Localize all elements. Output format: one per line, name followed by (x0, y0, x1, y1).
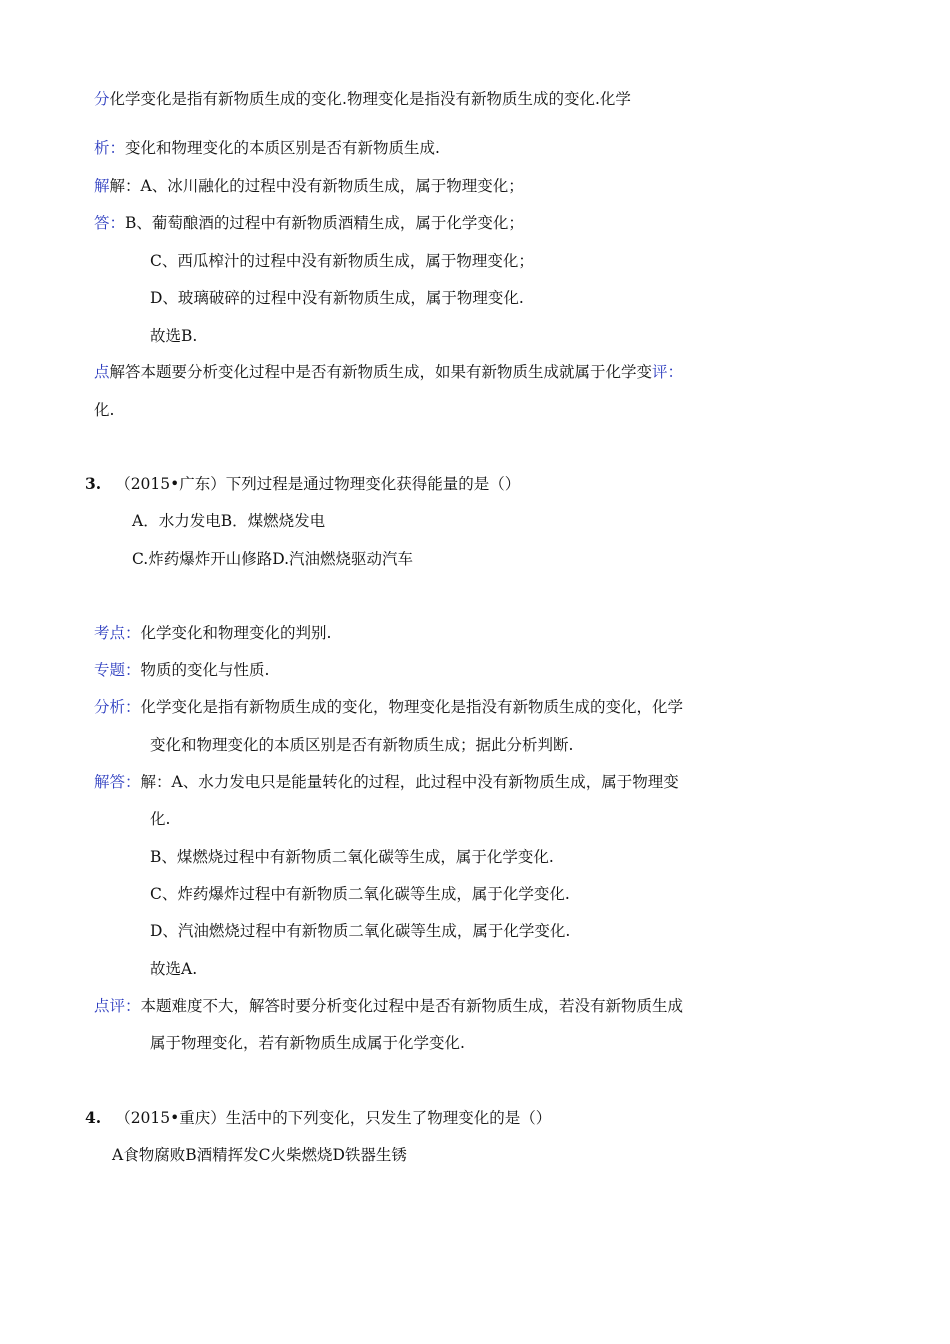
kaodian-line (94, 623, 331, 643)
ping-label: 评： (652, 363, 684, 381)
zhuanti-line (94, 660, 269, 680)
comment-text-1: 解答本题要分析变化过程中是否有新物质生成，如果有新物质生成就属于化学变 (109, 363, 653, 381)
analysis-text-1: 化学变化是指有新物质生成的变化.物理变化是指没有新物质生成的变化.化学 (109, 90, 631, 108)
fenxi-line-1 (94, 697, 683, 717)
jie-label: 解 (94, 177, 110, 195)
jieda-line-1 (94, 772, 679, 792)
jieda-text-2: 化. (150, 810, 171, 828)
question-4-number: 4. (85, 1108, 102, 1127)
dianping-text-2: 属于物理变化，若有新物质生成属于化学变化. (150, 1034, 465, 1052)
jieda-text-1: 解：A、水力发电只是能量转化的过程，此过程中没有新物质生成，属于物理变 (140, 773, 679, 791)
xi-label: 析： (94, 139, 126, 157)
question-4-options: A食物腐败B酒精挥发C火柴燃烧D铁器生锈 (112, 1146, 407, 1164)
kaodian-text: 化学变化和物理变化的判别. (140, 624, 332, 642)
question-3-text: （2015•广东）下列过程是通过物理变化获得能量的是（） (115, 475, 521, 493)
jieda-text-3: B、煤燃烧过程中有新物质二氧化碳等生成，属于化学变化. (150, 848, 554, 866)
zhuanti-text: 物质的变化与性质. (140, 661, 270, 679)
jieda-text-4: C、炸药爆炸过程中有新物质二氧化碳等生成，属于化学变化. (150, 885, 570, 903)
answer-text-2: B、葡萄酿酒的过程中有新物质酒精生成，属于化学变化； (125, 214, 524, 232)
kaodian-label: 考点： (94, 624, 141, 642)
answer-text-3: C、西瓜榨汁的过程中没有新物质生成，属于物理变化； (150, 252, 534, 270)
zhuanti-label: 专题： (94, 661, 141, 679)
answer-line-2 (94, 213, 524, 233)
question-4-text: （2015•重庆）生活中的下列变化，只发生了物理变化的是（） (115, 1109, 552, 1127)
analysis-line-2 (94, 138, 440, 158)
dianping-text-1: 本题难度不大，解答时要分析变化过程中是否有新物质生成，若没有新物质生成 (140, 997, 684, 1015)
question-3-number: 3. (85, 474, 102, 493)
question-3-options-ab: A．水力发电B．煤燃烧发电 (132, 512, 326, 530)
jieda-label: 解答： (94, 773, 141, 791)
comment-text-2: 化. (94, 401, 115, 419)
analysis-text-2: 变化和物理变化的本质区别是否有新物质生成. (125, 139, 440, 157)
answer-choice: 故选B. (150, 327, 198, 345)
question-4-stem (85, 1108, 551, 1128)
fen-label: 分 (94, 90, 110, 108)
fenxi-text-2: 变化和物理变化的本质区别是否有新物质生成；据此分析判断. (150, 736, 574, 754)
comment-line-1 (94, 362, 683, 382)
fenxi-label: 分析： (94, 698, 141, 716)
question-3-stem (85, 474, 520, 494)
question-3-options-cd: C.炸药爆炸开山修路D.汽油燃烧驱动汽车 (132, 550, 414, 568)
fenxi-text-1: 化学变化是指有新物质生成的变化，物理变化是指没有新物质生成的变化，化学 (140, 698, 684, 716)
jieda-text-5: D、汽油燃烧过程中有新物质二氧化碳等生成，属于化学变化. (150, 922, 571, 940)
analysis-line-1 (94, 89, 631, 109)
answer-text-1: 解：A、冰川融化的过程中没有新物质生成，属于物理变化； (109, 177, 524, 195)
dian-label: 点 (94, 363, 110, 381)
dianping-label: 点评： (94, 997, 141, 1015)
dianping-line-1 (94, 996, 683, 1016)
answer-text-4: D、玻璃破碎的过程中没有新物质生成，属于物理变化. (150, 289, 524, 307)
jieda-choice: 故选A. (150, 960, 198, 978)
da-label: 答： (94, 214, 126, 232)
answer-line-1 (94, 176, 524, 196)
